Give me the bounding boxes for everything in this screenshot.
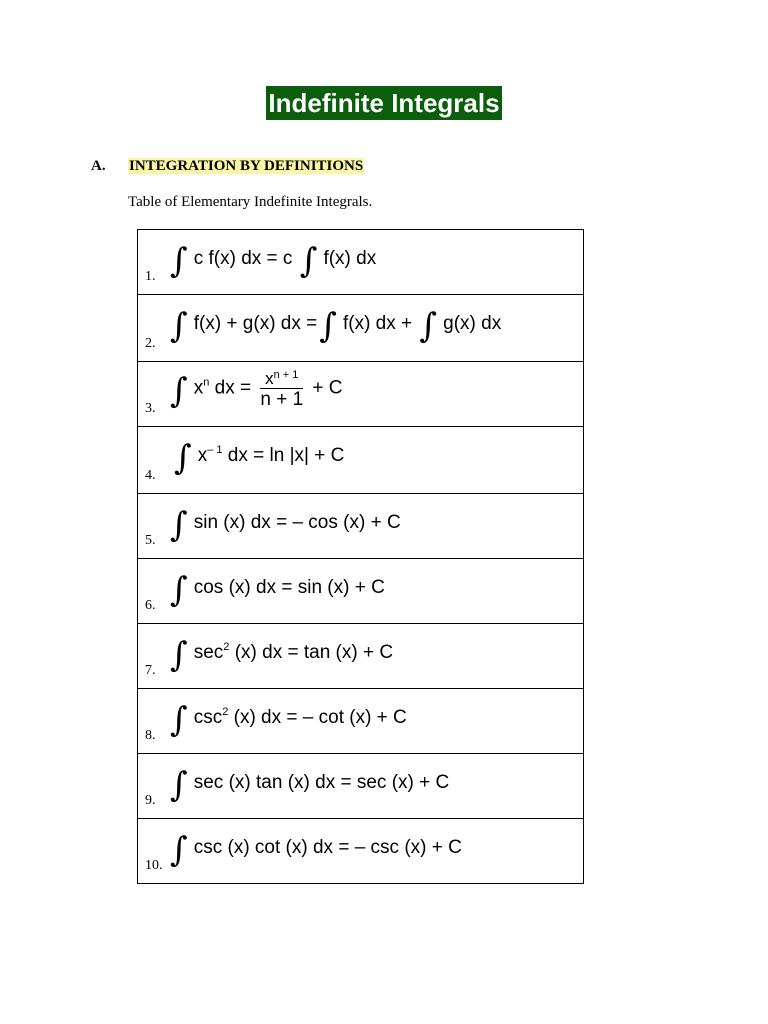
formula-after: (x) dx = – cot (x) + C bbox=[228, 707, 407, 728]
formula-exponent: 2 bbox=[223, 641, 230, 653]
section-title: INTEGRATION BY DEFINITIONS bbox=[129, 158, 364, 174]
row-number: 6. bbox=[145, 598, 156, 613]
table-row bbox=[138, 558, 583, 623]
integral-sign: ∫ bbox=[170, 830, 188, 870]
formula-text: sin (x) dx = – cos (x) + C bbox=[193, 512, 401, 533]
formula-lhs: f(x) + g(x) dx = bbox=[193, 313, 318, 334]
formula-exponent: 2 bbox=[222, 706, 229, 718]
integral-sign: ∫ bbox=[319, 306, 337, 346]
formula bbox=[174, 438, 345, 478]
table-row bbox=[138, 294, 583, 361]
integral-sign: ∫ bbox=[170, 241, 188, 281]
table-row bbox=[138, 361, 583, 426]
integral-sign: ∫ bbox=[174, 438, 192, 478]
table-row bbox=[138, 753, 583, 818]
row-number: 4. bbox=[145, 468, 156, 483]
formula-mid: f(x) dx + bbox=[342, 313, 413, 334]
formula-base: sec bbox=[193, 642, 224, 663]
integral-sign: ∫ bbox=[419, 306, 438, 346]
table-row bbox=[138, 493, 583, 558]
row-number: 9. bbox=[145, 793, 156, 808]
integral-sign: ∫ bbox=[170, 570, 188, 610]
formula bbox=[170, 366, 343, 411]
formula-rhs: f(x) dx bbox=[323, 248, 377, 269]
title-wrap bbox=[0, 86, 768, 120]
section-heading bbox=[91, 158, 364, 175]
integral-sign: ∫ bbox=[170, 370, 188, 411]
row-number: 1. bbox=[145, 269, 156, 284]
formula-base: x bbox=[197, 445, 208, 466]
formula-text: csc (x) cot (x) dx = – csc (x) + C bbox=[193, 837, 462, 858]
formula-after: dx = bbox=[209, 377, 257, 399]
formula-text: cos (x) dx = sin (x) + C bbox=[193, 577, 385, 598]
formula-lhs: c f(x) dx = c bbox=[193, 248, 293, 269]
integral-sign: ∫ bbox=[170, 505, 188, 545]
integral-sign: ∫ bbox=[299, 241, 318, 281]
integral-sign: ∫ bbox=[170, 700, 188, 740]
formula bbox=[170, 765, 450, 805]
row-number: 7. bbox=[145, 663, 156, 678]
formula bbox=[170, 306, 502, 346]
row-number: 2. bbox=[145, 336, 156, 351]
formula bbox=[170, 241, 377, 281]
integral-sign: ∫ bbox=[170, 635, 188, 675]
row-number: 3. bbox=[145, 401, 156, 416]
formula bbox=[170, 635, 394, 675]
numerator-exponent: n + 1 bbox=[273, 369, 299, 381]
row-number: 8. bbox=[145, 728, 156, 743]
formula bbox=[170, 830, 462, 870]
formula-tail: + C bbox=[307, 377, 343, 399]
row-number: 5. bbox=[145, 533, 156, 548]
integral-sign: ∫ bbox=[170, 306, 188, 346]
fraction-denominator: n + 1 bbox=[260, 389, 304, 410]
integral-sign: ∫ bbox=[170, 765, 188, 805]
fraction-numerator bbox=[260, 366, 303, 389]
formula-base: csc bbox=[193, 707, 223, 728]
formula-after: (x) dx = tan (x) + C bbox=[229, 642, 394, 663]
formula-after: dx = ln |x| + C bbox=[222, 445, 345, 466]
fraction bbox=[260, 366, 303, 411]
section-letter: A. bbox=[91, 158, 106, 174]
table-row bbox=[138, 688, 583, 753]
numerator-base: x bbox=[265, 369, 274, 388]
formula-rhs: g(x) dx bbox=[443, 313, 502, 334]
formula-base: x bbox=[193, 377, 204, 399]
page-title: Indefinite Integrals bbox=[268, 88, 500, 118]
table-row bbox=[138, 623, 583, 688]
formula-text: sec (x) tan (x) dx = sec (x) + C bbox=[193, 772, 450, 793]
integrals-table bbox=[137, 229, 584, 884]
formula bbox=[170, 700, 407, 740]
formula bbox=[170, 570, 385, 610]
table-row bbox=[138, 426, 583, 493]
table-caption: Table of Elementary Indefinite Integrals. bbox=[128, 194, 373, 210]
formula bbox=[170, 505, 401, 545]
formula-exponent: n bbox=[203, 376, 210, 389]
row-number: 10. bbox=[145, 858, 163, 873]
table-row bbox=[138, 230, 583, 294]
table-row bbox=[138, 818, 583, 883]
formula-exponent: – 1 bbox=[207, 444, 223, 456]
